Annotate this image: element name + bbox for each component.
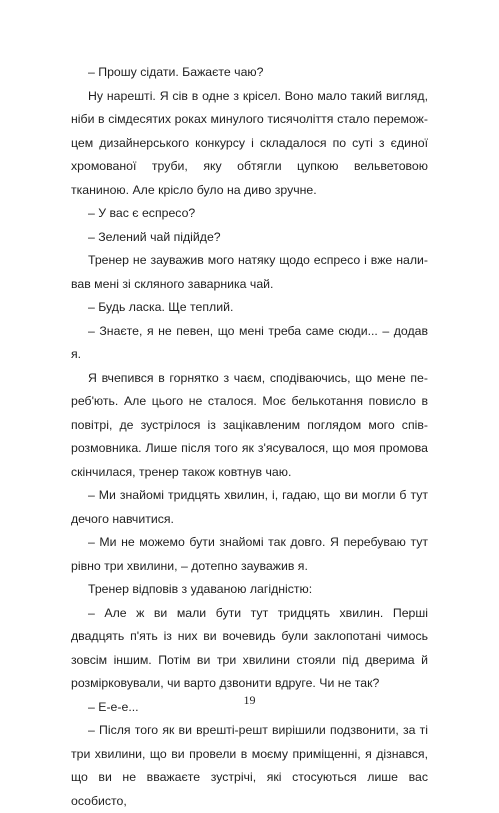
paragraph: – Прошу сідати. Бажаєте чаю?	[88, 65, 264, 79]
paragraph: – Будь ласка. Ще теплий.	[88, 300, 234, 314]
paragraph: – Зелений чай підійде?	[88, 229, 221, 244]
paragraph: – Але ж ви мали бути тут тридцять хвилин. Перші двадцять п'ять із них ви вочевидь були заклопотані чимось зовсім іншим. Потім ви три хвилини стояли під дверима й розмірковували, чи варто дзвонити вдруге. Чи не так?	[71, 605, 428, 690]
paragraph: Тренер не зауважив мого натяку щодо еспресо і вже наливав мені зі скляного заварника чай.	[71, 253, 428, 291]
paragraph: – У вас є еспресо?	[88, 206, 196, 220]
paragraph: – Ми знайомі тридцять хвилин, і, гадаю, що ви могли б тут дечого навчитися.	[71, 488, 428, 526]
paragraph: Ну нарешті. Я сів в одне з крісел. Воно мало такий вигляд, ніби в сімдесятих роках минулого тисячоліття стало переможцем дизайнерського конкурсу і складалося по суті з єдиної хромованої труби, яку обтягли цупкою вельветовою тканиною. Але крісло було на диво зручне.	[71, 88, 428, 197]
paragraph: – Знаєте, я не певен, що мені треба саме сюди... – додав я.	[71, 323, 428, 361]
paragraph: Я вчепився в горнятко з чаєм, сподіваючись, що мене переб'ють. Але цього не сталося. Моє белькотання повисло в повітрі, де зустрілося із зацікавленим поглядом мого співрозмовника. Лише після того як з'ясувалося, що моя промова скінчилася, тренер також ковтнув чаю.	[71, 370, 428, 479]
paragraph: – Ми не можемо бути знайомі так довго. Я перебуваю тут рівно три хвилини, – дотепно зауважив я.	[71, 535, 428, 573]
paragraph: – Після того як ви врешті-решт вирішили подзвонити, за ті три хвилини, що ви провели в моєму приміщенні, я дізнався, що ви не вважаєте зустрічі, які стосуються лише вас особисто,	[71, 723, 428, 808]
paragraph: Тренер відповів з удаваною лагідністю:	[88, 582, 313, 596]
page-number: 19	[243, 693, 256, 707]
paragraph: – Е-е-е...	[88, 699, 139, 714]
